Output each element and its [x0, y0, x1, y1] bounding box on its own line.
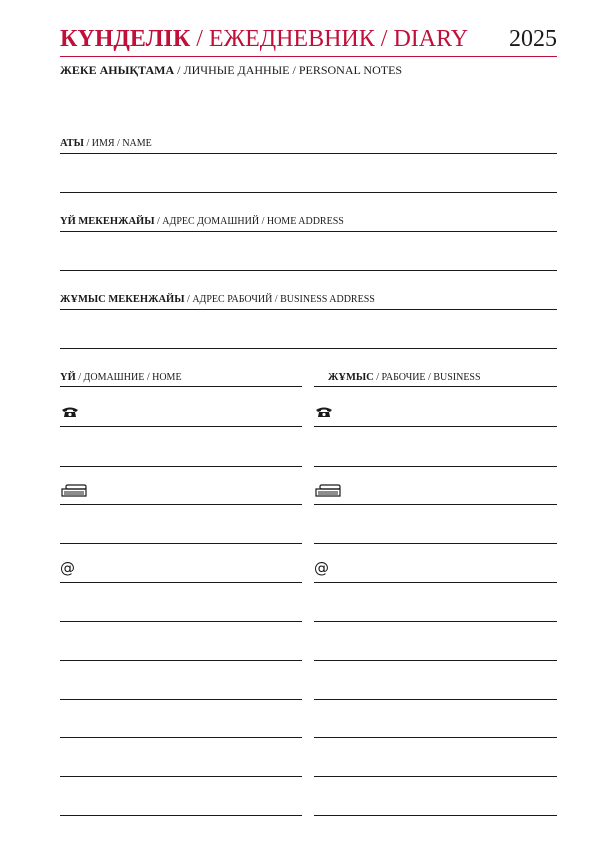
section-title [60, 63, 402, 77]
home-column-primary: ҮЙ [60, 372, 76, 383]
name-line[interactable] [60, 153, 557, 154]
home-header-line [60, 386, 302, 387]
home-address-label [60, 216, 344, 228]
name-line-2[interactable] [60, 192, 557, 193]
business-column-rest: / РАБОЧИЕ / BUSINESS [376, 372, 481, 383]
business-line-4[interactable] [314, 737, 557, 738]
home-phone-line-2[interactable] [60, 466, 302, 467]
home-line-4[interactable] [60, 737, 302, 738]
home-fax-line[interactable] [60, 504, 302, 505]
business-address-line-2[interactable] [60, 348, 557, 349]
fax-icon [60, 484, 88, 498]
home-line-6[interactable] [60, 815, 302, 816]
home-line-3[interactable] [60, 699, 302, 700]
business-email-symbol: @ [314, 559, 329, 577]
home-address-line[interactable] [60, 231, 557, 232]
business-address-label-primary: ЖҰМЫС МЕКЕНЖАЙЫ [60, 294, 185, 305]
home-column-label [60, 372, 182, 384]
business-line-5[interactable] [314, 776, 557, 777]
business-line-1[interactable] [314, 621, 557, 622]
home-line-5[interactable] [60, 776, 302, 777]
home-line-2[interactable] [60, 660, 302, 661]
telephone-icon [314, 406, 334, 418]
home-line-1[interactable] [60, 621, 302, 622]
fax-icon [314, 484, 342, 498]
home-email-line[interactable] [60, 582, 302, 583]
title-rest: / ЕЖЕДНЕВНИК / DIARY [196, 26, 469, 52]
home-column-rest: / ДОМАШНИЕ / HOME [78, 372, 182, 383]
business-phone-line[interactable] [314, 426, 557, 427]
title-primary: КҮНДЕЛІК [60, 26, 191, 52]
business-line-3[interactable] [314, 699, 557, 700]
home-address-line-2[interactable] [60, 270, 557, 271]
year-label: 2025 [509, 26, 557, 52]
business-address-line[interactable] [60, 309, 557, 310]
business-line-6[interactable] [314, 815, 557, 816]
name-label-rest: / ИМЯ / NAME [86, 138, 152, 149]
business-address-label [60, 294, 375, 306]
business-fax-line-2[interactable] [314, 543, 557, 544]
section-title-rest: / ЛИЧНЫЕ ДАННЫЕ / PERSONAL NOTES [177, 63, 403, 77]
home-email-symbol: @ [60, 559, 75, 577]
home-address-label-rest: / АДРЕС ДОМАШНИЙ / HOME ADDRESS [157, 216, 344, 227]
business-line-2[interactable] [314, 660, 557, 661]
name-label-primary: АТЫ [60, 138, 84, 149]
business-email-line[interactable] [314, 582, 557, 583]
page-title [60, 24, 468, 54]
business-column-primary: ЖҰМЫС [328, 372, 374, 383]
home-fax-line-2[interactable] [60, 543, 302, 544]
business-phone-line-2[interactable] [314, 466, 557, 467]
name-label [60, 138, 152, 150]
home-address-label-primary: ҮЙ МЕКЕНЖАЙЫ [60, 216, 155, 227]
business-header-line [314, 386, 557, 387]
business-fax-line[interactable] [314, 504, 557, 505]
header-divider [60, 56, 557, 57]
telephone-icon [60, 406, 80, 418]
section-title-primary: ЖЕКЕ АНЫҚТАМА [60, 63, 175, 77]
business-column-label [328, 372, 481, 384]
business-address-label-rest: / АДРЕС РАБОЧИЙ / BUSINESS ADDRESS [187, 294, 375, 305]
home-phone-line[interactable] [60, 426, 302, 427]
page-header [60, 24, 557, 56]
